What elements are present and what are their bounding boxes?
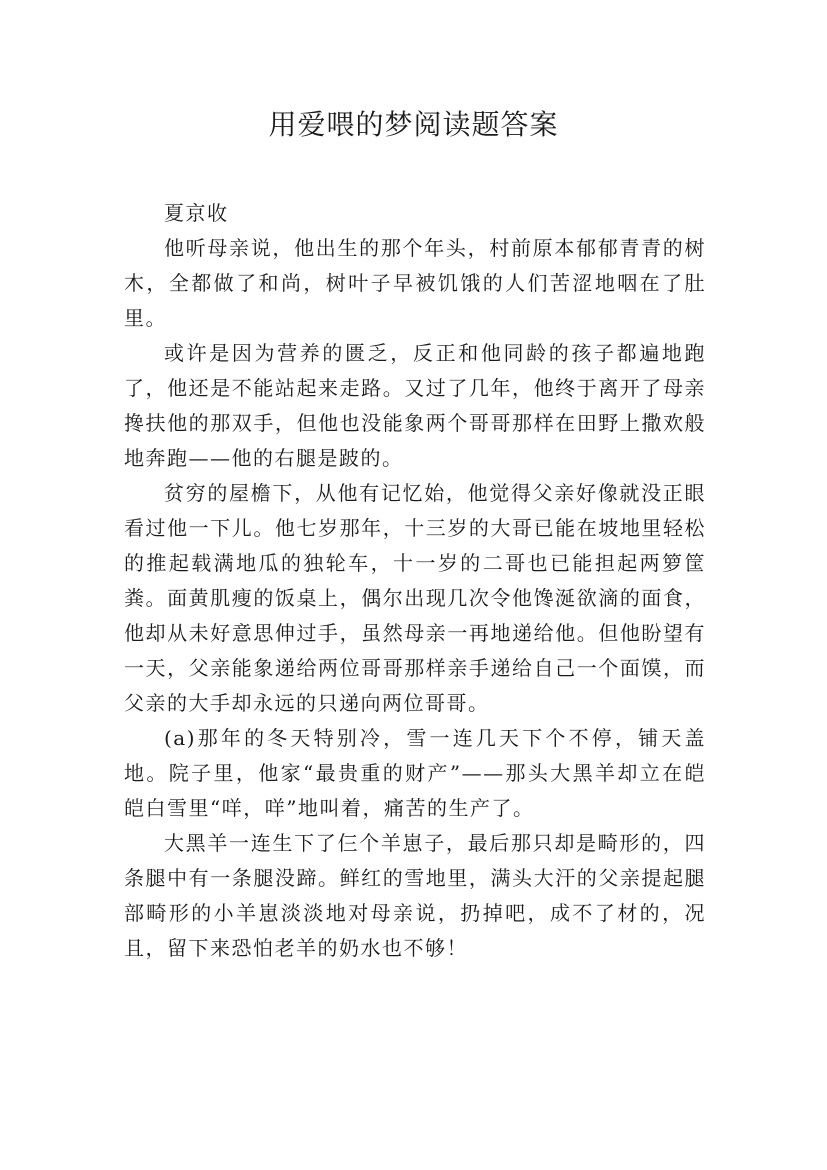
paragraph-4: (a)那年的冬天特别冷，雪一连几天下个不停，铺天盖地。院子里，他家“最贵重的财产”——那头大黑羊却立在皑皑白雪里“咩，咩”地叫着，痛苦的生产了。 [124, 726, 706, 820]
paragraph-5: 大黑羊一连生下了仨个羊崽子，最后那只却是畸形的，四条腿中有一条腿没蹄。鲜红的雪地里，满头大汗的父亲提起腿部畸形的小羊崽淡淡地对母亲说，扔掉吧，成不了材的，况且，留下来恐怕老羊的奶水也不够！ [124, 831, 706, 960]
document-body [124, 196, 706, 966]
paragraph-2: 或许是因为营养的匮乏，反正和他同龄的孩子都遍地跑了，他还是不能站起来走路。又过了几年，他终于离开了母亲搀扶他的那双手，但他也没能象两个哥哥那样在田野上撒欢般地奔跑——他的右腿是跛的。 [124, 341, 706, 470]
author-line: 夏京收 [164, 201, 229, 225]
paragraph-3: 贫穷的屋檐下，从他有记忆始，他觉得父亲好像就没正眼看过他一下儿。他七岁那年，十三岁的大哥已能在坡地里轻松的推起载满地瓜的独轮车，十一岁的二哥也已能担起两箩筐粪。面黄肌瘦的饭桌上，偶尔出现几次令他馋涎欲滴的面食，他却从未好意思伸过手，虽然母亲一再地递给他。但他盼望有一天，父亲能象递给两位哥哥那样亲手递给自己一个面馍，而父亲的大手却永远的只递向两位哥哥。 [124, 481, 706, 715]
document-title: 用爱喂的梦阅读题答案 [268, 108, 559, 141]
paragraph-1: 他听母亲说，他出生的那个年头，村前原本郁郁青青的树木，全都做了和尚，树叶子早被饥饿的人们苦涩地咽在了肚里。 [124, 236, 706, 330]
